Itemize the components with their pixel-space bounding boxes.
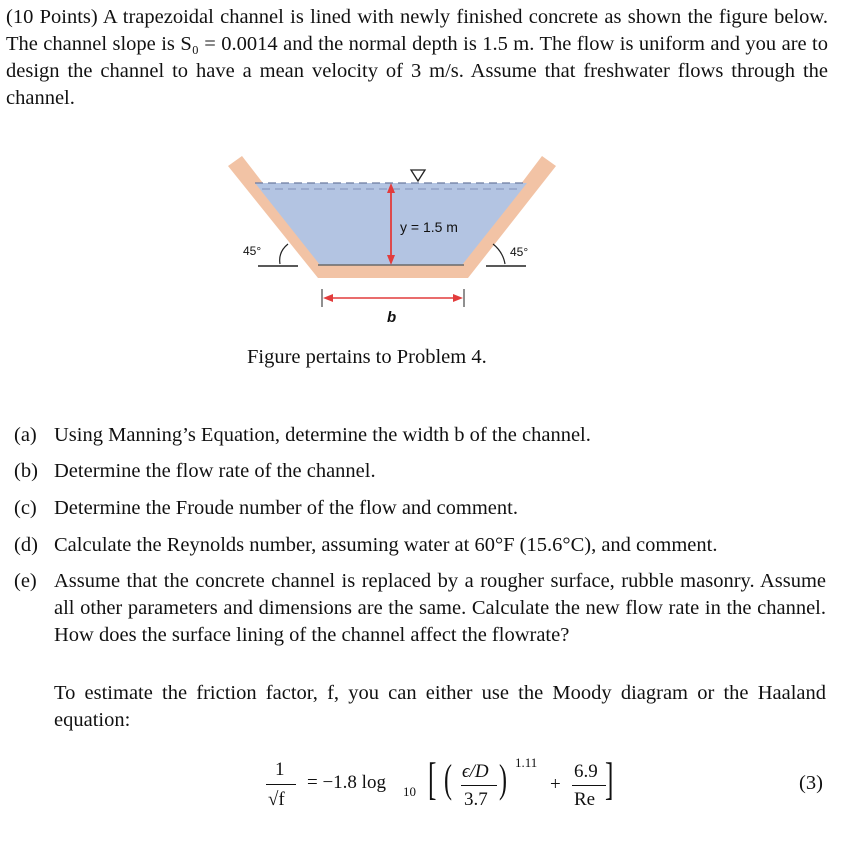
part-c-text: Determine the Froude number of the flow and comment. (54, 497, 518, 519)
part-a-text: Using Manning’s Equation, determine the width b of the channel. (54, 424, 591, 446)
eq-eps-fraction-bar (461, 785, 497, 786)
eq-re-denominator: Re (574, 789, 596, 810)
eq-re-fraction-bar (572, 785, 606, 786)
part-e-text: Assume that the concrete channel is replaced by a rougher surface, rubble masonry. Assume all other parameters and dimensions are the same. Calculate the new flow rate in the channel. How does the surface lining of the channel affect the flowrate? (54, 570, 826, 646)
eq-left-paren: ( (444, 756, 452, 801)
eq-eps-denominator: 3.7 (464, 789, 488, 810)
figure-caption: Figure pertains to Problem 4. (247, 346, 487, 368)
problem-intro-text: (10 Points) A trapezoidal channel is lined with newly finished concrete as shown the figure below. The channel slope is S₀ = 0.0014 and the normal depth is 1.5 m. The flow is uniform and you are to design the channel to have a mean velocity of 3 m/s. Assume that freshwater flows through the channel. (6, 6, 828, 109)
equation-number: (3) (799, 772, 823, 794)
eq-right-bracket: ] (605, 753, 614, 804)
eq-re-numerator: 6.9 (574, 761, 598, 782)
eq-lhs-denominator: √f (268, 789, 285, 810)
part-d (14, 532, 718, 559)
width-label: b (387, 309, 397, 326)
eq-eps-numerator: ϵ/D (462, 761, 489, 782)
channel-figure (0, 0, 858, 400)
part-d-text: Calculate the Reynolds number, assuming water at 60°F (15.6°C), and comment. (54, 534, 718, 556)
eq-coefficient: = −1.8 log (307, 772, 386, 793)
part-c-label: (c) (14, 497, 37, 519)
eq-lhs-numerator: 1 (275, 759, 285, 780)
part-e-label: (e) (14, 570, 37, 592)
eq-left-bracket: [ (428, 753, 437, 804)
friction-note: To estimate the friction factor, f, you can either use the Moody diagram or the Haaland equation: (54, 682, 826, 731)
part-c (14, 495, 518, 522)
part-d-label: (d) (14, 534, 38, 556)
part-e (14, 568, 826, 646)
eq-exponent: 1.11 (515, 755, 538, 770)
water-surface-icon (411, 170, 425, 181)
eq-log-base: 10 (403, 784, 416, 799)
part-a-label: (a) (14, 424, 37, 446)
eq-lhs-fraction-bar (266, 784, 296, 785)
eq-plus: + (550, 774, 561, 795)
part-b-label: (b) (14, 460, 38, 482)
angle-right-label: 45° (510, 245, 529, 259)
part-a (14, 422, 591, 449)
angle-left-label: 45° (243, 244, 262, 258)
depth-label: y = 1.5 m (400, 219, 458, 235)
eq-right-paren: ) (499, 756, 507, 801)
part-b (14, 458, 376, 485)
part-b-text: Determine the flow rate of the channel. (54, 460, 376, 482)
